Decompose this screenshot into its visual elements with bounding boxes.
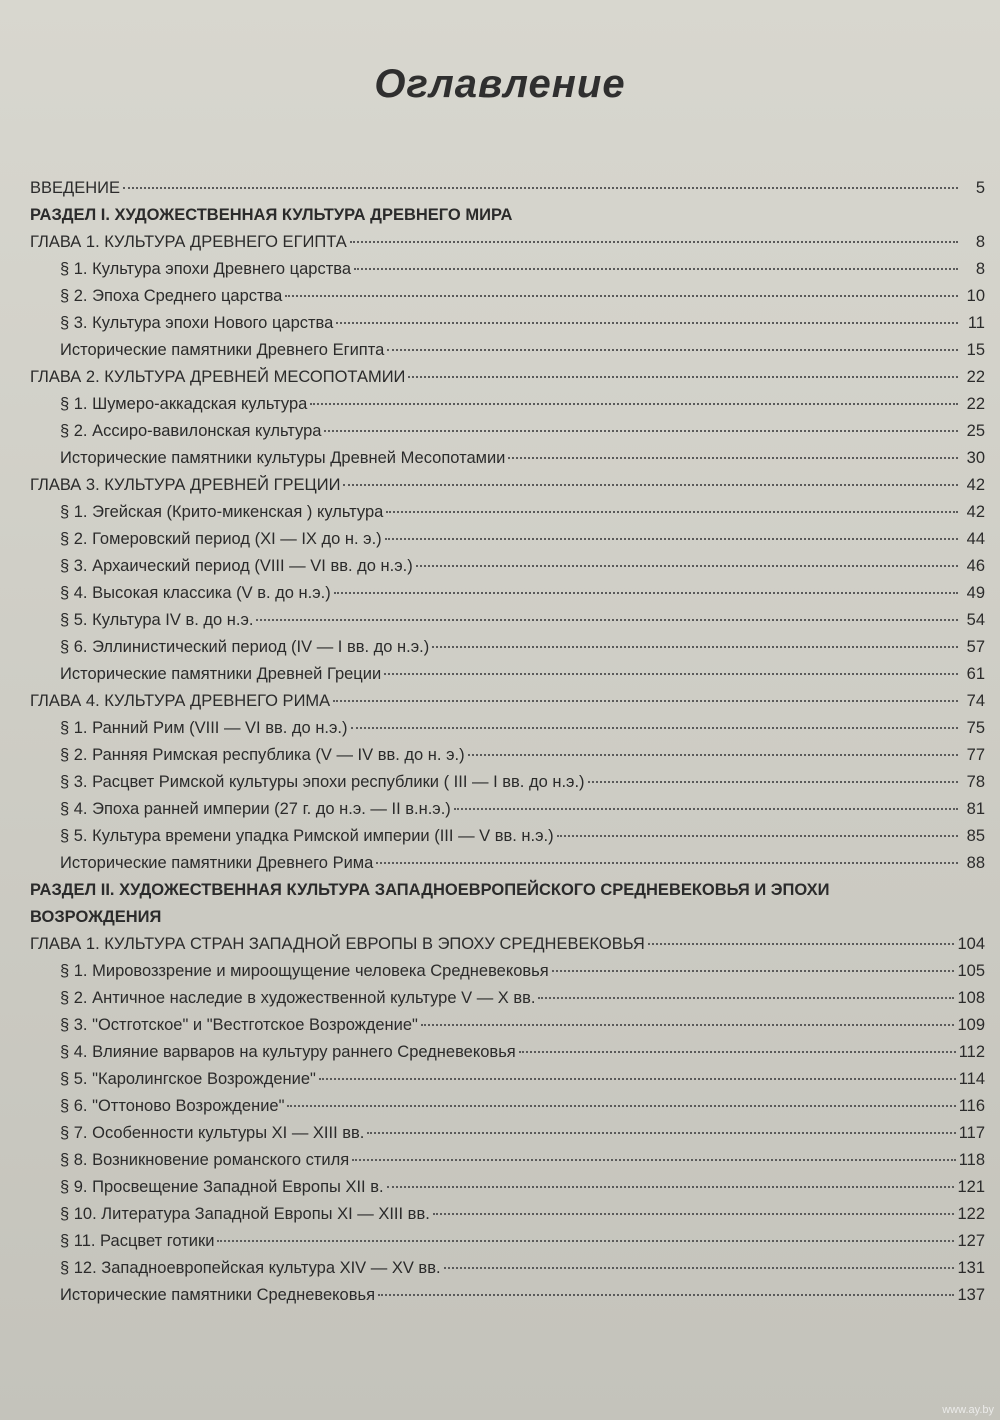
toc-entry-label: § 5. Культура IV в. до н.э. bbox=[60, 611, 254, 629]
toc-entry bbox=[30, 580, 985, 607]
toc-entry-label: Исторические памятники Средневековья bbox=[60, 1286, 376, 1304]
toc-entry-label: § 2. Античное наследие в художественной культуре V — X вв. bbox=[60, 989, 536, 1007]
toc-entry bbox=[30, 310, 985, 337]
dot-leader bbox=[354, 268, 958, 270]
toc-page-number: 15 bbox=[966, 341, 985, 359]
toc-entry bbox=[30, 742, 985, 769]
toc-page-number: 131 bbox=[957, 1259, 985, 1277]
toc-entry-label: § 9. Просвещение Западной Европы XII в. bbox=[60, 1178, 384, 1196]
toc-entry bbox=[30, 256, 985, 283]
toc-entry bbox=[30, 1282, 985, 1309]
dot-leader bbox=[256, 619, 958, 621]
dot-leader bbox=[324, 430, 958, 432]
dot-leader bbox=[552, 970, 955, 972]
toc-entry-label: § 1. Ранний Рим (VIII — VI вв. до н.э.) bbox=[60, 719, 348, 737]
toc-page-number: 42 bbox=[966, 503, 985, 521]
toc-entry-label: § 11. Расцвет готики bbox=[60, 1232, 215, 1250]
toc-entry bbox=[30, 1174, 985, 1201]
toc-page-number: 22 bbox=[966, 395, 985, 413]
dot-leader bbox=[378, 1294, 954, 1296]
toc-entry-label: § 1. Эгейская (Крито-микенская ) культура bbox=[60, 503, 384, 521]
toc-entry-label: § 3. Расцвет Римской культуры эпохи республики ( III — I вв. до н.э.) bbox=[60, 773, 585, 791]
dot-leader bbox=[351, 727, 958, 729]
toc-entry bbox=[30, 823, 985, 850]
toc-page-number: 11 bbox=[967, 314, 985, 332]
toc-entry bbox=[30, 229, 985, 256]
toc-page-number: 54 bbox=[966, 611, 985, 629]
dot-leader bbox=[387, 1186, 955, 1188]
toc-entry-label: § 6. "Оттоново Возрождение" bbox=[60, 1097, 285, 1115]
toc-page-number: 118 bbox=[958, 1151, 985, 1169]
toc-page-number: 121 bbox=[957, 1178, 985, 1196]
toc-entry-label: РАЗДЕЛ I. ХУДОЖЕСТВЕННАЯ КУЛЬТУРА ДРЕВНЕГО МИРА bbox=[30, 206, 513, 224]
dot-leader bbox=[336, 322, 958, 324]
dot-leader bbox=[217, 1240, 954, 1242]
toc-entry bbox=[30, 337, 985, 364]
toc-entry-label: § 7. Особенности культуры XI — XIII вв. bbox=[60, 1124, 365, 1142]
toc-entry-label: § 3. Культура эпохи Нового царства bbox=[60, 314, 334, 332]
toc-entry bbox=[30, 1093, 985, 1120]
toc-entry bbox=[30, 283, 985, 310]
dot-leader bbox=[408, 376, 958, 378]
toc-page-number: 57 bbox=[966, 638, 985, 656]
dot-leader bbox=[519, 1051, 956, 1053]
toc-page-number: 44 bbox=[966, 530, 985, 548]
dot-leader bbox=[287, 1105, 955, 1107]
toc-entry bbox=[30, 661, 985, 688]
dot-leader bbox=[588, 781, 958, 783]
dot-leader bbox=[468, 754, 958, 756]
toc-entry bbox=[30, 769, 985, 796]
toc-entry bbox=[30, 715, 985, 742]
toc-entry-label: ВВЕДЕНИЕ bbox=[30, 179, 120, 197]
toc-entry-label: § 2. Ассиро-вавилонская культура bbox=[60, 422, 322, 440]
toc-entry-label: § 3. "Остготское" и "Вестготское Возрождение" bbox=[60, 1016, 418, 1034]
toc-page-number: 22 bbox=[966, 368, 985, 386]
toc-entry bbox=[30, 418, 985, 445]
toc-entry bbox=[30, 688, 985, 715]
dot-leader bbox=[367, 1132, 955, 1134]
toc-entry bbox=[30, 391, 985, 418]
toc-page-number: 49 bbox=[966, 584, 985, 602]
toc-entry bbox=[30, 553, 985, 580]
toc-page-number: 117 bbox=[958, 1124, 985, 1142]
toc-entry bbox=[30, 1012, 985, 1039]
toc-entry bbox=[30, 985, 985, 1012]
dot-leader bbox=[648, 943, 955, 945]
dot-leader bbox=[376, 862, 958, 864]
dot-leader bbox=[319, 1078, 956, 1080]
toc-entry bbox=[30, 1228, 985, 1255]
toc-page-number: 122 bbox=[957, 1205, 985, 1223]
dot-leader bbox=[334, 592, 958, 594]
toc-entry-label: Исторические памятники Древней Греции bbox=[60, 665, 382, 683]
dot-leader bbox=[387, 349, 958, 351]
toc-page-number: 75 bbox=[966, 719, 985, 737]
toc-page-number: 42 bbox=[966, 476, 985, 494]
toc-page-number: 112 bbox=[958, 1043, 985, 1061]
toc-entry-label: § 1. Мировоззрение и мироощущение человека Средневековья bbox=[60, 962, 549, 980]
toc-page-number: 10 bbox=[966, 287, 985, 305]
dot-leader bbox=[350, 241, 958, 243]
toc-entry-label: § 10. Литература Западной Европы XI — XIII вв. bbox=[60, 1205, 430, 1223]
toc-entry bbox=[30, 1039, 985, 1066]
toc-page-number: 127 bbox=[957, 1232, 985, 1250]
toc-page-number: 5 bbox=[975, 179, 985, 197]
dot-leader bbox=[416, 565, 958, 567]
dot-leader bbox=[538, 997, 954, 999]
toc-entry-label: § 5. "Каролингское Возрождение" bbox=[60, 1070, 316, 1088]
toc-entry-label: § 8. Возникновение романского стиля bbox=[60, 1151, 350, 1169]
toc-entry-label: ГЛАВА 1. КУЛЬТУРА ДРЕВНЕГО ЕГИПТА bbox=[30, 233, 347, 251]
watermark: www.ay.by bbox=[942, 1404, 994, 1416]
toc-entry bbox=[30, 796, 985, 823]
toc-page-number: 104 bbox=[957, 935, 985, 953]
dot-leader bbox=[285, 295, 958, 297]
toc-page-number: 105 bbox=[957, 962, 985, 980]
toc-entry bbox=[30, 499, 985, 526]
dot-leader bbox=[385, 538, 958, 540]
toc-page-number: 114 bbox=[958, 1070, 985, 1088]
toc-page-number: 85 bbox=[966, 827, 985, 845]
toc-page-number: 81 bbox=[966, 800, 985, 818]
toc-entry-label: § 1. Шумеро-аккадская культура bbox=[60, 395, 308, 413]
toc-entry-label: § 4. Влияние варваров на культуру раннего Средневековья bbox=[60, 1043, 516, 1061]
dot-leader bbox=[432, 646, 958, 648]
toc-entry bbox=[30, 1255, 985, 1282]
toc-page-number: 88 bbox=[966, 854, 985, 872]
toc-entry bbox=[30, 877, 830, 931]
toc-entry bbox=[30, 526, 985, 553]
toc-entry-label: § 4. Высокая классика (V в. до н.э.) bbox=[60, 584, 331, 602]
toc-entry-label: Исторические памятники Древнего Египта bbox=[60, 341, 385, 359]
toc-entry bbox=[30, 1120, 985, 1147]
toc-page-number: 74 bbox=[966, 692, 985, 710]
toc-entry-label: § 4. Эпоха ранней империи (27 г. до н.э. — II в.н.э.) bbox=[60, 800, 451, 818]
toc-page-number: 137 bbox=[957, 1286, 985, 1304]
toc-page-number: 109 bbox=[957, 1016, 985, 1034]
toc-entry bbox=[30, 1201, 985, 1228]
toc-page-number: 108 bbox=[957, 989, 985, 1007]
dot-leader bbox=[352, 1159, 956, 1161]
dot-leader bbox=[343, 484, 958, 486]
dot-leader bbox=[433, 1213, 955, 1215]
toc-entry-label: § 6. Эллинистический период (IV — I вв. до н.э.) bbox=[60, 638, 430, 656]
toc-entry-label: § 2. Эпоха Среднего царства bbox=[60, 287, 283, 305]
toc-page-number: 8 bbox=[975, 233, 985, 251]
toc-entry bbox=[30, 958, 985, 985]
page-title: Оглавление bbox=[374, 62, 626, 106]
dot-leader bbox=[333, 700, 958, 702]
toc-entry-label: § 12. Западноевропейская культура XIV — XV вв. bbox=[60, 1259, 441, 1277]
toc-page-number: 30 bbox=[966, 449, 985, 467]
dot-leader bbox=[444, 1267, 955, 1269]
toc-page-number: 8 bbox=[975, 260, 985, 278]
dot-leader bbox=[508, 457, 958, 459]
toc-page-number: 77 bbox=[966, 746, 985, 764]
toc-entry bbox=[30, 364, 985, 391]
toc-entry-label: РАЗДЕЛ II. ХУДОЖЕСТВЕННАЯ КУЛЬТУРА ЗАПАДНОЕВРОПЕЙСКОГО СРЕДНЕВЕКОВЬЯ И ЭПОХИ ВОЗРОЖДЕНИЯ bbox=[30, 881, 830, 926]
toc-entry bbox=[30, 175, 985, 202]
toc-entry bbox=[30, 202, 985, 229]
dot-leader bbox=[454, 808, 958, 810]
toc-entry-label: ГЛАВА 1. КУЛЬТУРА СТРАН ЗАПАДНОЙ ЕВРОПЫ В ЭПОХУ СРЕДНЕВЕКОВЬЯ bbox=[30, 935, 645, 953]
toc-entry bbox=[30, 1147, 985, 1174]
toc-entry bbox=[30, 634, 985, 661]
toc-page-number: 116 bbox=[958, 1097, 985, 1115]
toc-page-number: 61 bbox=[966, 665, 985, 683]
dot-leader bbox=[557, 835, 958, 837]
toc-entry-label: § 5. Культура времени упадка Римской империи (III — V вв. н.э.) bbox=[60, 827, 554, 845]
toc-page-number: 46 bbox=[966, 557, 985, 575]
toc-entry bbox=[30, 931, 985, 958]
toc-entry bbox=[30, 850, 985, 877]
toc-entry bbox=[30, 445, 985, 472]
toc-page-number: 25 bbox=[966, 422, 985, 440]
toc-entry-label: ГЛАВА 2. КУЛЬТУРА ДРЕВНЕЙ МЕСОПОТАМИИ bbox=[30, 368, 406, 386]
table-of-contents bbox=[30, 175, 985, 1309]
dot-leader bbox=[310, 403, 958, 405]
toc-entry bbox=[30, 1066, 985, 1093]
toc-page-number: 78 bbox=[966, 773, 985, 791]
toc-entry-label: Исторические памятники культуры Древней Месопотамии bbox=[60, 449, 506, 467]
dot-leader bbox=[384, 673, 958, 675]
toc-entry bbox=[30, 607, 985, 634]
toc-entry-label: § 1. Культура эпохи Древнего царства bbox=[60, 260, 352, 278]
dot-leader bbox=[421, 1024, 955, 1026]
dot-leader bbox=[123, 187, 958, 189]
toc-entry-label: ГЛАВА 4. КУЛЬТУРА ДРЕВНЕГО РИМА bbox=[30, 692, 331, 710]
toc-entry-label: § 3. Архаический период (VIII — VI вв. до н.э.) bbox=[60, 557, 413, 575]
toc-entry-label: § 2. Ранняя Римская республика (V — IV вв. до н. э.) bbox=[60, 746, 465, 764]
toc-entry-label: Исторические памятники Древнего Рима bbox=[60, 854, 374, 872]
toc-entry-label: ГЛАВА 3. КУЛЬТУРА ДРЕВНЕЙ ГРЕЦИИ bbox=[30, 476, 341, 494]
toc-entry bbox=[30, 472, 985, 499]
dot-leader bbox=[386, 511, 958, 513]
toc-entry-label: § 2. Гомеровский период (XI — IX до н. э.) bbox=[60, 530, 382, 548]
